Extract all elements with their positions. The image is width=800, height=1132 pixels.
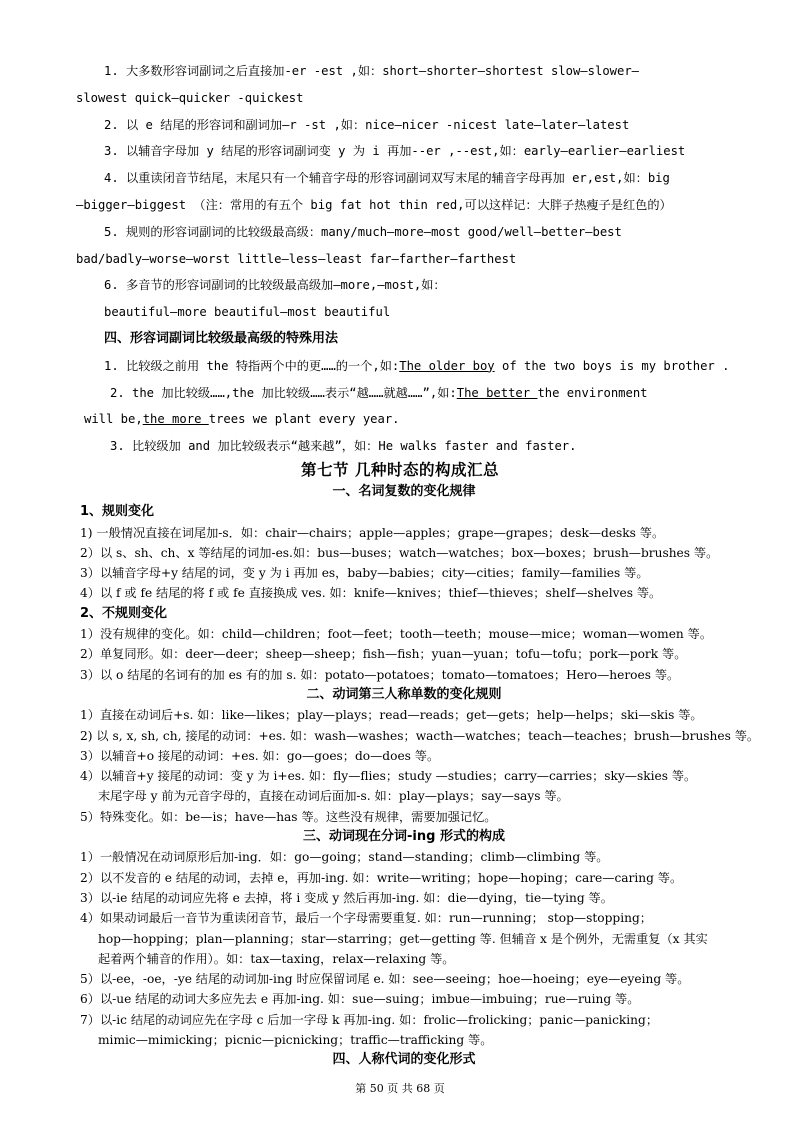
- participle-3: 3）以-ie 结尾的动词应先将 e 去掉，将 i 变成 y 然后再加-ing. 如：die—dying，tie—tying 等。: [80, 890, 613, 905]
- third-person-5: 5）特殊变化。如：be—is；have—has 等。这些没有规律，需要加强记忆。: [80, 809, 497, 824]
- third-person-3: 3）以辅音+o 接尾的动词：+es. 如：go—goes；do—does 等。: [80, 748, 440, 763]
- section-title: 第七节 几种时态的构成汇总: [301, 461, 499, 479]
- plural-heading: 一、名词复数的变化规律: [332, 484, 476, 499]
- usage-3: 3. 比较级加 and 加比较级表示“越来越”，如：He walks faster and faster.: [110, 439, 577, 454]
- third-person-1: 1）直接在动词后+s. 如：like—likes；play—plays；read—reads；get—gets；help—helps；ski—skis 等。: [80, 708, 703, 723]
- participle-7: 7）以-ic 结尾的动词应先在字母 c 后加一字母 k 再加-ing. 如：frolic—frolicking；panic—panicking；: [80, 1012, 659, 1027]
- participle-5: 5）以-ee，-oe，-ye 结尾的动词加-ing 时应保留词尾 e. 如：see—seeing；hoe—hoeing；eye—eyeing 等。: [80, 972, 690, 987]
- present-participle-heading: 三、动词现在分词-ing 形式的构成: [303, 829, 505, 845]
- usage-2b-tail: trees we plant every year.: [208, 412, 400, 427]
- rule-6-continued: beautiful—more beautiful—most beautiful: [104, 305, 391, 320]
- plural-regular-3: 3）以辅音字母+y 结尾的词，变 y 为 i 再加 es，baby—babies；city—cities；family—families 等。: [80, 566, 649, 581]
- participle-2: 2）以不发音的 e 结尾的动词，去掉 e，再加-ing. 如：write—writing；hope—hoping；care—caring 等。: [80, 870, 683, 885]
- usage-2-text: 2. the 加比较级……,the 加比较级……表示“越……就越……”,如:: [110, 385, 457, 400]
- participle-4-continued: hop—hopping；plan—planning；star—starring；get—getting 等. 但辅音 x 是个例外，无需重复（x 其实: [98, 931, 708, 946]
- usage-2-tail: the environment: [537, 385, 648, 400]
- page-footer: 第 50 页 共 68 页: [355, 1082, 445, 1095]
- third-person-2: 2) 以 s, x, sh, ch, 接尾的动词：+es. 如：wash—washes；wacth—watches；teach—teaches；brush—brushes 等。: [80, 728, 760, 743]
- third-person-4: 4）以辅音+y 接尾的动词：变 y 为 i+es. 如：fly—flies；study —studies；carry—carries；sky—skies 等。: [80, 769, 697, 784]
- plural-regular-1: 1) 一般情况直接在词尾加-s．如：chair—chairs；apple—apples；grape—grapes；desk—desks 等。: [80, 525, 665, 540]
- rule-1-continued: slowest quick—quicker -quickest: [76, 90, 304, 105]
- usage-1-tail: of the two boys is my brother .: [494, 358, 730, 373]
- irregular-heading: 2、不规则变化: [80, 605, 168, 621]
- regular-heading: 1、规则变化: [80, 504, 155, 520]
- plural-regular-4: 4）以 f 或 fe 结尾的将 f 或 fe 直接换成 ves. 如：knife—knives；thief—thieves；shelf—shelves 等。: [80, 586, 662, 601]
- rule-4: 4. 以重读闭音节结尾，末尾只有一个辅音字母的形容词副词双写末尾的辅音字母再加 er,est,如：big: [104, 171, 670, 186]
- rule-2: 2. 以 e 结尾的形容词和副词加—r -st ,如：nice—nicer -nicest late—later—latest: [104, 117, 630, 132]
- tense-summary-section: [80, 482, 760, 1071]
- participle-4-continued-2: 起着两个辅音的作用）。如：tax—taxing，relax—relaxing 等。: [98, 951, 455, 966]
- rule-5: 5. 规则的形容词副词的比较级最高级：many/much—more—most good/well—better—best: [104, 224, 622, 239]
- rule-6: 6. 多音节的形容词副词的比较级最高级加—more,—most,如：: [104, 278, 446, 293]
- usage-2b-text: will be,: [84, 412, 143, 427]
- special-usage-heading: 四、形容词副词比较级最高级的特殊用法: [104, 330, 339, 346]
- usage-2-underlined: The better: [456, 385, 538, 400]
- participle-7-continued: mimic—mimicking；picnic—picnicking；traffic—trafficking 等。: [98, 1033, 493, 1048]
- rule-1: 1. 大多数形容词副词之后直接加-er -est ,如：short—shorter—shortest slow—slower—: [104, 64, 640, 78]
- rule-3: 3. 以辅音字母加 y 结尾的形容词副词变 y 为 i 再加--er ,--est,如：early—earlier—earliest: [104, 144, 686, 159]
- plural-irregular-2: 2）单复同形。如：deer—deer；sheep—sheep；fish—fish；yuan—yuan；tofu—tofu；pork—pork 等。: [80, 647, 687, 662]
- rule-4-continued: —bigger—biggest （注：常用的有五个 big fat hot thin red,可以这样记：大胖子热瘦子是红色的）: [76, 197, 672, 212]
- usage-1: [76, 353, 730, 380]
- pronoun-heading: 四、人称代词的变化形式: [332, 1052, 476, 1068]
- rule-5-continued: bad/badly—worse—worst little—less—least far—farther—farthest: [76, 251, 517, 266]
- third-person-heading: 二、动词第三人称单数的变化规则: [306, 686, 502, 702]
- comparative-rules-section: [76, 58, 730, 460]
- plural-regular-2: 2）以 s、sh、ch、x 等结尾的词加-es.如：bus—buses；watch—watches；box—boxes；brush—brushes 等。: [80, 545, 719, 560]
- plural-irregular-1: 1）没有规律的变化。如：child—children；foot—feet；tooth—teeth；mouse—mice；woman—women 等。: [80, 627, 713, 642]
- plural-irregular-3: 3）以 o 结尾的名词有的加 es 有的加 s. 如：potato—potatoes；tomato—tomatoes；Hero—heroes 等。: [80, 667, 680, 682]
- participle-6: 6）以-ue 结尾的动词大多应先去 e 再加-ing. 如：sue—suing；imbue—imbuing；rue—ruing 等。: [80, 992, 640, 1007]
- usage-2: [76, 380, 726, 407]
- participle-4: 4）如果动词最后一音节为重读闭音节，最后一个字母需要重复. 如：run—running； stop—stopping；: [80, 911, 652, 926]
- usage-2-continued: [76, 406, 726, 433]
- usage-1-underlined: The older boy: [399, 358, 495, 373]
- usage-1-text: 1. 比较级之前用 the 特指两个中的更……的一个,如:: [104, 358, 400, 373]
- usage-2b-underlined: the more: [142, 412, 209, 427]
- participle-1: 1）一般情况在动词原形后加-ing．如：go—going；stand—standing；climb—climbing 等。: [80, 850, 609, 865]
- third-person-4-continued: 末尾字母 y 前为元音字母的，直接在动词后面加-s. 如：play—plays；say—says 等。: [98, 789, 569, 804]
